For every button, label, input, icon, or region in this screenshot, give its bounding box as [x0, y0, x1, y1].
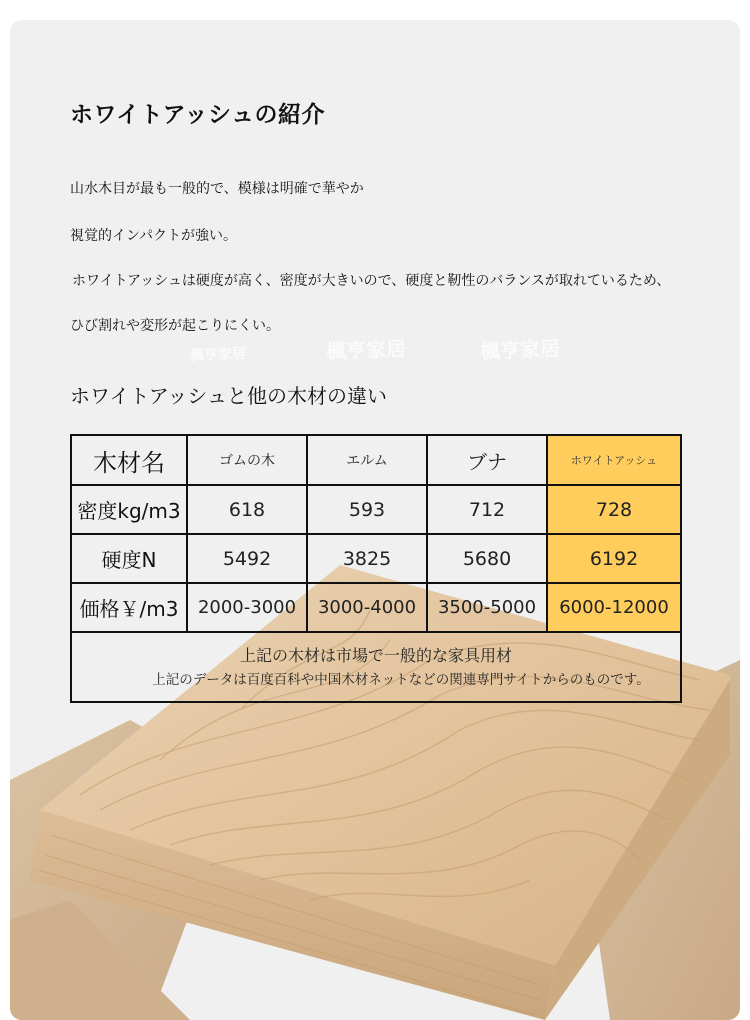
- table-row: [71, 485, 681, 534]
- row-label-hardness: 硬度N: [71, 534, 187, 583]
- watermark: 楓亨家居: [189, 346, 247, 364]
- table-cell: 3000-4000: [307, 583, 427, 632]
- table-cell: 593: [307, 485, 427, 534]
- description-line: 山水木目が最も一般的で、模様は明確で華やか: [70, 181, 364, 197]
- table-cell: 2000-3000: [187, 583, 307, 632]
- comparison-title: ホワイトアッシュと他の木材の違い: [70, 384, 387, 408]
- table-row: [71, 534, 681, 583]
- table-cell-highlight: 728: [547, 485, 681, 534]
- product-card: [10, 20, 740, 1020]
- header-rubberwood: ゴムの木: [187, 435, 307, 485]
- comparison-table: [70, 434, 682, 703]
- watermark: 楓亨家居: [479, 336, 561, 364]
- table-header-row: [71, 435, 681, 485]
- table-cell-highlight: 6000-12000: [547, 583, 681, 632]
- table-cell: 5680: [427, 534, 547, 583]
- note-line: 上記のデータは百度百科や中国木材ネットなどの関連専門サイトからのものです。: [152, 672, 650, 689]
- header-white-ash: ホワイトアッシュ: [547, 435, 681, 485]
- table-cell-highlight: 6192: [547, 534, 681, 583]
- header-beech: ブナ: [427, 435, 547, 485]
- table-note: [71, 632, 681, 702]
- row-label-density: 密度kg/m3: [71, 485, 187, 534]
- table-cell: 3500-5000: [427, 583, 547, 632]
- note-line: 上記の木材は市場で一般的な家具用材: [239, 645, 512, 665]
- table-note-row: [71, 632, 681, 702]
- header-wood-name: 木材名: [71, 435, 187, 485]
- table-cell: 5492: [187, 534, 307, 583]
- page-title: ホワイトアッシュの紹介: [70, 102, 326, 128]
- description-line: ホワイトアッシュは硬度が高く、密度が大きいので、硬度と靭性のバランスが取れているため、: [72, 273, 671, 289]
- table-row: [71, 583, 681, 632]
- watermark: 楓亨家居: [325, 336, 407, 364]
- table-cell: 712: [427, 485, 547, 534]
- row-label-price: 価格￥/m3: [71, 583, 187, 632]
- table-cell: 618: [187, 485, 307, 534]
- header-elm: エルム: [307, 435, 427, 485]
- description-line: ひび割れや変形が起こりにくい。: [70, 318, 280, 334]
- description-line: 視覚的インパクトが強い。: [70, 228, 238, 244]
- table-cell: 3825: [307, 534, 427, 583]
